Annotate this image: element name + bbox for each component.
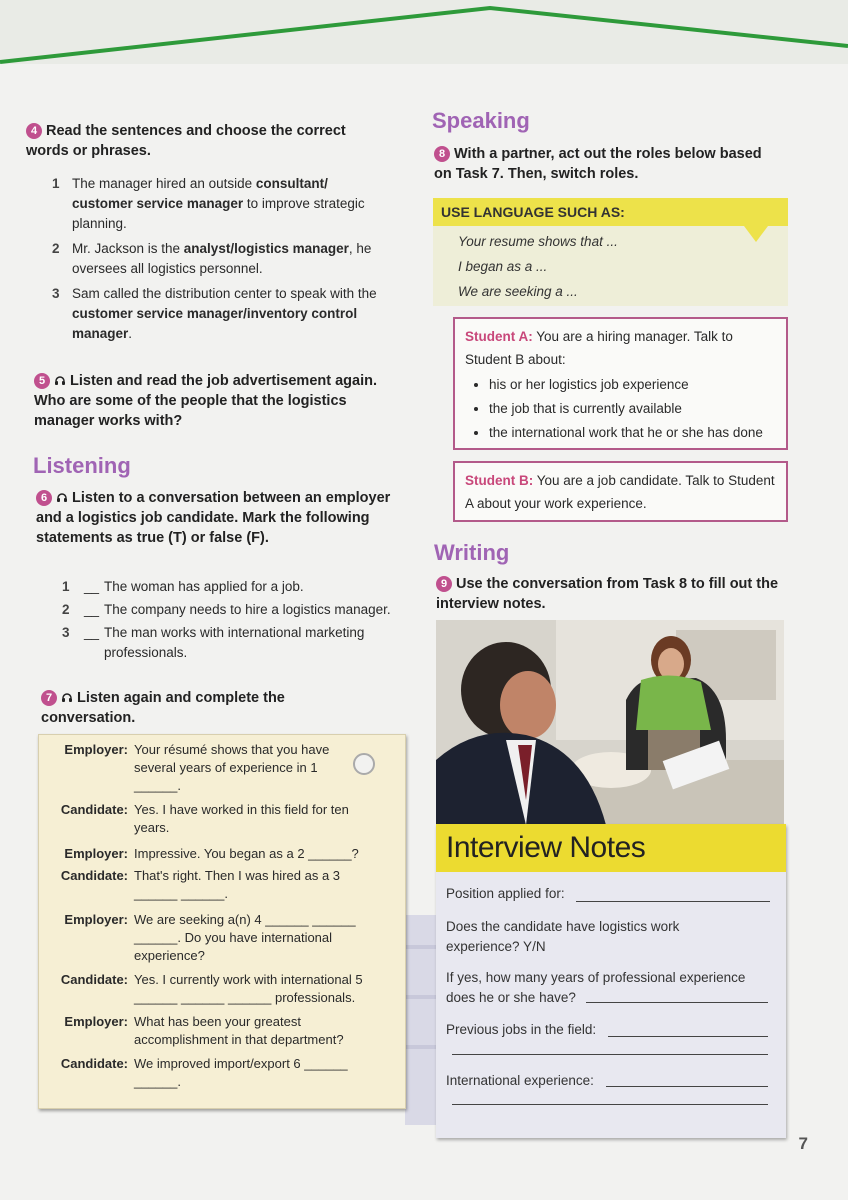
card-hole-icon (353, 753, 375, 775)
writing-heading: Writing (434, 540, 510, 565)
callout-arrow-icon (744, 226, 768, 242)
answer-blank[interactable]: __ (84, 625, 100, 640)
language-example: We are seeking a ... (458, 284, 578, 299)
list-item: • the international work that he or she has done (489, 421, 776, 445)
task6-list (62, 577, 402, 666)
previous-jobs-input-line-2[interactable] (452, 1054, 768, 1055)
list-item: 2 __ The company needs to hire a logistics manager. (62, 600, 402, 620)
dialog-line: Employer: We are seeking a(n) 4 ______ ______ ______. Do you have international experience? (64, 912, 356, 963)
page-number: 7 (798, 1134, 808, 1153)
task9-number-badge: 9 (436, 576, 452, 592)
interview-photo (436, 620, 784, 825)
student-a-bullets (465, 373, 776, 445)
interview-notes-card (436, 824, 786, 1138)
list-item: 1 The manager hired an outside consultant/ customer service manager to improve strategic planning. (52, 176, 365, 231)
notes-field-label: Does the candidate have logistics work experience? Y/N (446, 919, 680, 954)
task8-prompt: 8 With a partner, act out the roles below based on Task 7. Then, switch roles. (434, 146, 762, 182)
language-example: Your resume shows that ... (458, 234, 618, 249)
task4-number-badge: 4 (26, 123, 42, 139)
position-input-line[interactable] (576, 901, 770, 902)
dialog-line: Candidate: Yes. I have worked in this field for ten years. (60, 802, 349, 835)
international-input-line[interactable] (606, 1086, 768, 1087)
list-item: • the job that is currently available (489, 397, 776, 421)
task9-prompt: 9 Use the conversation from Task 8 to fill out the interview notes. (436, 576, 779, 612)
answer-blank[interactable]: __ (84, 579, 100, 594)
dialog-line: Employer: Impressive. You began as a 2 ______? (64, 846, 359, 861)
task6-number-badge: 6 (36, 490, 52, 506)
dialog-card (38, 734, 406, 1109)
student-a-box: Student A: You are a hiring manager. Talk to Student B about: • his or her logistics job experience • the job that is currently available • the international work that he or she has done (453, 317, 788, 450)
headphones-icon (56, 491, 68, 503)
green-header-line (0, 0, 848, 70)
list-item: 1 __ The woman has applied for a job. (62, 577, 402, 597)
notes-field-label: International experience: (446, 1073, 594, 1088)
notes-field-label: Previous jobs in the field: (446, 1022, 597, 1037)
list-item: 2 Mr. Jackson is the analyst/logistics manager, he oversees all logistics personnel. (52, 241, 372, 276)
notes-field-label: Position applied for: (446, 886, 565, 901)
international-input-line-2[interactable] (452, 1104, 768, 1105)
language-box-header: USE LANGUAGE SUCH AS: (433, 198, 788, 226)
speaking-heading: Speaking (432, 108, 530, 133)
dialog-line: Candidate: We improved import/export 6 ______ ______. (60, 1056, 348, 1089)
headphones-icon (54, 374, 66, 386)
dialog-line: Candidate: Yes. I currently work with international 5 ______ ______ ______ professionals. (60, 972, 363, 1005)
decorative-stripes (405, 915, 440, 1125)
listening-heading: Listening (33, 453, 131, 478)
list-item: 3 __ The man works with international marketing professionals. (62, 623, 402, 663)
answer-blank[interactable]: __ (84, 602, 100, 617)
list-item: 3 Sam called the distribution center to speak with the customer service manager/inventory control manager. (52, 286, 377, 341)
task5-prompt: 5 Listen and read the job advertisement again. Who are some of the people that the logistics manager works with? (34, 373, 377, 429)
language-example: I began as a ... (458, 259, 548, 274)
task8-number-badge: 8 (434, 146, 450, 162)
headphones-icon (61, 691, 73, 703)
previous-jobs-input-line[interactable] (608, 1036, 768, 1037)
task5-number-badge: 5 (34, 373, 50, 389)
list-item: • his or her logistics job experience (489, 373, 776, 397)
task4-list (52, 174, 382, 349)
task4-prompt: 4 Read the sentences and choose the correct words or phrases. (26, 123, 346, 159)
student-b-box: Student B: You are a job candidate. Talk to Student A about your work experience. (453, 461, 788, 522)
dialog-line: Employer: What has been your greatest accomplishment in that department? (64, 1014, 344, 1047)
task7-number-badge: 7 (41, 690, 57, 706)
dialog-line: Employer: Your résumé shows that you have several years of experience in 1 ______. (64, 742, 330, 793)
years-input-line[interactable] (586, 1002, 768, 1003)
language-box (433, 198, 788, 306)
dialog-line: Candidate: That's right. Then I was hired as a 3 ______ ______. (60, 868, 341, 901)
interview-notes-title: Interview Notes (436, 824, 786, 872)
notes-field-label: If yes, how many years of professional experience does he or she have? (446, 970, 746, 1005)
task6-prompt: 6 Listen to a conversation between an employer and a logistics job candidate. Mark the following statements as true (T) or false (F). (36, 490, 391, 546)
task7-prompt: 7 Listen again and complete the conversation. (41, 690, 285, 726)
